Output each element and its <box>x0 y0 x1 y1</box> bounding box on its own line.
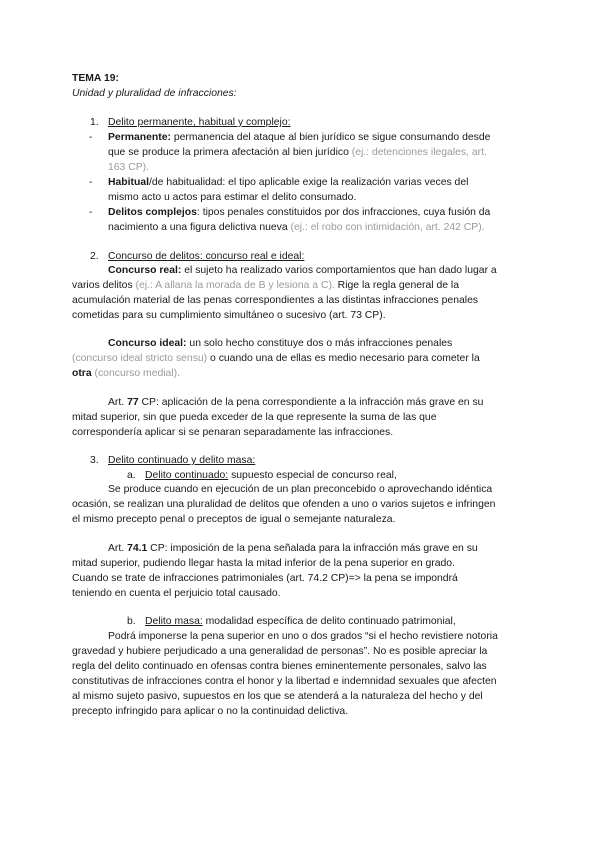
art-77-number: 77 <box>127 397 139 408</box>
art-74-1-line-2: mitad superior, pudiendo llegar hasta la mitad inferior de la pena superior en grado. <box>72 558 455 569</box>
delito-masa-text: modalidad específica de delito continuado patrimonial, <box>202 616 456 627</box>
art-label: Art. <box>108 543 128 554</box>
concurso-ideal-term: Concurso ideal: <box>108 338 187 349</box>
habitual-term: Habitual <box>108 177 149 188</box>
bullet-dash: - <box>89 177 93 188</box>
concurso-real-text-3: Rige la regla general de la <box>334 280 459 291</box>
art-74-1-line-3: Cuando se trate de infracciones patrimoniales (art. 74.2 CP)=> la pena se impondrá <box>72 573 458 584</box>
section-2-number: 2. <box>90 251 99 262</box>
concurso-real-text-2: varios delitos <box>72 280 136 291</box>
complejos-text-2: nacimiento a una figura delictiva nueva <box>108 222 291 233</box>
concurso-medial-example: (concurso medial). <box>94 368 180 379</box>
permanente-line-3: 163 CP). <box>108 162 150 173</box>
section-1-heading: Delito permanente, habitual y complejo: <box>108 117 291 128</box>
art-77-line-1 <box>108 396 483 410</box>
concurso-real-term: Concurso real: <box>108 265 182 276</box>
permanente-text: permanencia del ataque al bien jurídico se sigue consumando desde <box>170 132 491 143</box>
complejos-term: Delitos complejos <box>108 207 197 218</box>
subsection-a-label: a. <box>127 470 136 481</box>
concurso-real-text: el sujeto ha realizado varios comportamientos que han dado lugar a <box>181 265 497 276</box>
delito-continuado-line-3: ocasión, se realizan una pluralidad de delitos que ofenden a uno o varios sujetos e infringen <box>72 499 496 510</box>
delito-masa-line-6: al mismo sujeto pasivo, supuestos en los que se atenderá a la naturaleza del hecho y del <box>72 691 483 702</box>
delito-masa-line-7: precepto infringido para aplicar o no la continuidad delictiva. <box>72 706 349 717</box>
art-74-1-text: CP: imposición de la pena señalada para la infracción más grave en su <box>147 543 478 554</box>
delito-masa-line-5: constitutivas de infracciones contra el honor y la libertad e indemnidad sexuales que afecten <box>72 676 497 687</box>
permanente-term: Permanente: <box>108 132 171 143</box>
complejos-text: : tipos penales constituidos por dos infracciones, cuya fusión da <box>196 207 491 218</box>
art-77-line-3: correspondería aplicar si se penaran separadamente las infracciones. <box>72 427 394 438</box>
concurso-real-line-1 <box>108 264 497 278</box>
concurso-ideal-line-1 <box>108 337 452 351</box>
habitual-text: /de habitualidad: el tipo aplicable exige la realización varias veces del <box>149 177 469 188</box>
art-label: Art. <box>108 397 128 408</box>
art-77-text: CP: aplicación de la pena correspondiente a la infracción más grave en su <box>138 397 484 408</box>
art-77-line-2: mitad superior, sin que pueda exceder de la que represente la suma de las que <box>72 412 437 423</box>
concurso-ideal-line-3 <box>72 367 180 381</box>
section-3-number: 3. <box>90 455 99 466</box>
art-74-1-line-1 <box>108 542 478 556</box>
delito-continuado-line-2: Se produce cuando en ejecución de un plan preconcebido o aprovechando idéntica <box>108 484 493 495</box>
page-subtitle: Unidad y pluralidad de infracciones: <box>72 88 237 99</box>
complejos-line-2 <box>108 221 485 235</box>
concurso-real-example: (ej.: A allana la morada de B y lesiona a C). <box>135 280 335 291</box>
bullet-dash: - <box>89 132 93 143</box>
art-74-1-line-4: teniendo en cuenta el perjuicio total causado. <box>72 588 281 599</box>
section-2-heading: Concurso de delitos: concurso real e ideal: <box>108 251 305 262</box>
subsection-b-label: b. <box>127 616 136 627</box>
delito-continuado-line-1 <box>145 469 397 483</box>
concurso-real-line-3: acumulación material de las penas correspondientes a las distintas infracciones penales <box>72 295 479 306</box>
permanente-example: (ej.: detenciones ilegales, art. <box>351 147 487 158</box>
habitual-line-1 <box>108 176 468 190</box>
bullet-dash: - <box>89 207 93 218</box>
delito-masa-line-1 <box>145 615 456 629</box>
permanente-line-1 <box>108 131 490 145</box>
concurso-real-line-4: cometidas para su cumplimiento simultáneo o sucesivo (art. 73 CP). <box>72 310 386 321</box>
page-title: TEMA 19: <box>72 73 119 84</box>
habitual-line-2: mismo acto u actos para estimar el delito consumado. <box>108 192 357 203</box>
concurso-ideal-example: (concurso ideal stricto sensu) <box>72 353 208 364</box>
delito-masa-line-2: Podrá imponerse la pena superior en uno o dos grados “si el hecho revistiere notoria <box>108 631 498 642</box>
complejos-line-1 <box>108 206 490 220</box>
section-3-heading: Delito continuado y delito masa: <box>108 455 256 466</box>
art-74-1-number: 74.1 <box>127 543 148 554</box>
concurso-ideal-text-2: o cuando una de ellas es medio necesario para cometer la <box>207 353 480 364</box>
delito-masa-line-3: gravedad y hubiere perjudicado a una generalidad de personas”. No es posible apreciar la <box>72 646 488 657</box>
delito-masa-line-4: regla del delito continuado en ofensas contra bienes eminentemente personales, salvo las <box>72 661 487 672</box>
concurso-ideal-line-2 <box>72 352 480 366</box>
concurso-ideal-text: un solo hecho constituye dos o más infracciones penales <box>186 338 453 349</box>
delito-continuado-heading: Delito continuado: <box>145 470 229 481</box>
permanente-line-2 <box>108 146 487 160</box>
delito-continuado-line-4: el mismo precepto penal o preceptos de igual o semejante naturaleza. <box>72 514 396 525</box>
permanente-text-2: que se produce la primera afectación al bien jurídico <box>108 147 352 158</box>
otra-term: otra <box>72 368 95 379</box>
concurso-real-line-2 <box>72 279 459 293</box>
section-1-number: 1. <box>90 117 99 128</box>
complejos-example: (ej.: el robo con intimidación, art. 242 CP). <box>290 222 485 233</box>
delito-masa-heading: Delito masa: <box>145 616 203 627</box>
delito-continuado-text: supuesto especial de concurso real, <box>228 470 397 481</box>
